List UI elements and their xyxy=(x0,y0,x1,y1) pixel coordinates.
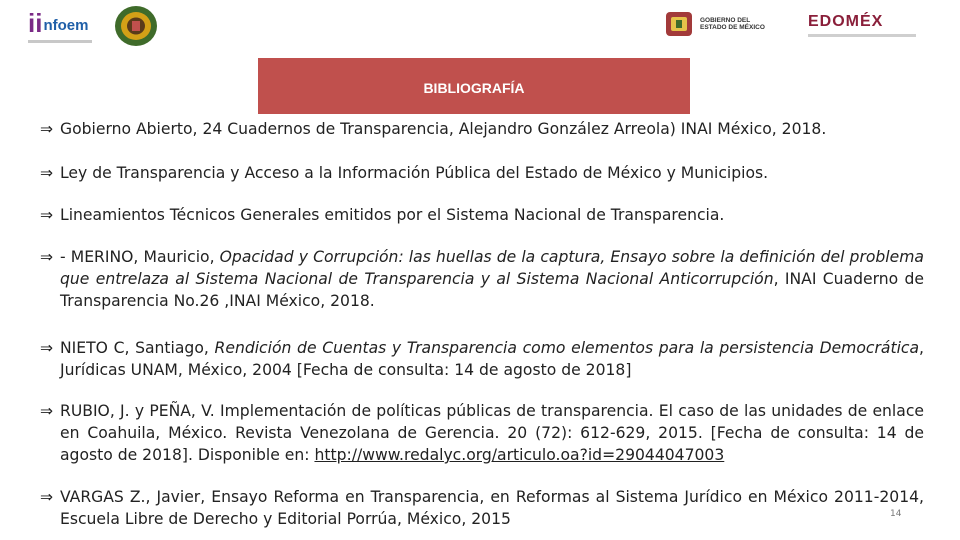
bibliography-item xyxy=(40,337,924,381)
page-title: BIBLIOGRAFÍA xyxy=(423,80,525,96)
infoem-logo xyxy=(28,10,88,36)
bibliography-item xyxy=(40,246,924,312)
bibliography-item xyxy=(40,118,924,140)
bibliography-text xyxy=(60,400,924,466)
infoem-logo-word: nfoem xyxy=(43,17,89,34)
infoem-logo-tagline xyxy=(28,40,92,43)
edomex-logo-tagline xyxy=(808,34,916,37)
arrow-bullet-icon: ⇒ xyxy=(40,402,54,420)
text-segment: RUBIO, J. y PEÑA, V. Implementación de políticas públicas de transparencia. El caso de las unidades de enlace en Coahuila, México. Revista Venezolana de Gerencia. 20 (72): 612-629, 2015. [Fecha de consulta: 14 de agosto de 2018]. Disponible en: xyxy=(60,402,924,464)
government-shield-icon xyxy=(664,10,694,38)
bibliography-text xyxy=(60,486,924,530)
gob-logo-line2: ESTADO DE MÉXICO xyxy=(700,24,765,31)
arrow-bullet-icon: ⇒ xyxy=(40,339,54,357)
text-segment: - MERINO, Mauricio, xyxy=(60,248,220,266)
text-segment: , Jurídicas UNAM, México, 2004 [Fecha de consulta: 14 de agosto de 2018] xyxy=(60,339,925,379)
edomex-logo-word: EDOMÉX xyxy=(808,13,884,30)
arrow-bullet-icon: ⇒ xyxy=(40,206,54,224)
edomex-logo xyxy=(808,14,916,37)
arrow-bullet-icon: ⇒ xyxy=(40,120,54,138)
infoem-logo-mark: ii xyxy=(28,8,43,38)
bibliography-text xyxy=(60,162,924,184)
bibliography-item xyxy=(40,486,924,530)
state-seal-icon xyxy=(113,4,159,48)
title-banner xyxy=(258,58,690,114)
bibliography-text xyxy=(60,118,924,140)
bibliography-item xyxy=(40,400,924,466)
gob-logo-line1: GOBIERNO DEL xyxy=(700,17,751,24)
page-number: 14 xyxy=(890,509,902,519)
gobierno-edomex-logo xyxy=(664,10,765,38)
arrow-bullet-icon: ⇒ xyxy=(40,164,54,182)
bibliography-item xyxy=(40,204,924,226)
arrow-bullet-icon: ⇒ xyxy=(40,488,54,506)
text-segment: Gobierno Abierto, 24 Cuadernos de Transparencia, Alejandro González Arreola) INAI México, 2018. xyxy=(60,120,827,138)
bibliography-text xyxy=(60,204,924,226)
text-segment: Lineamientos Técnicos Generales emitidos por el Sistema Nacional de Transparencia. xyxy=(60,206,725,224)
header-bar xyxy=(0,0,960,52)
text-segment: , INAI Cuaderno de Transparencia No.26 ,INAI México, 2018. xyxy=(60,270,924,310)
arrow-bullet-icon: ⇒ xyxy=(40,248,54,266)
text-segment: NIETO C, Santiago, xyxy=(60,339,215,357)
italic-title: Opacidad y Corrupción: las huellas de la captura, Ensayo sobre la definición del problema que entrelaza al Sistema Nacional de Transparencia y al Sistema Nacional Anticorrupción xyxy=(60,248,924,288)
bibliography-item xyxy=(40,162,924,184)
bibliography-text xyxy=(60,246,924,312)
reference-link[interactable]: http://www.redalyc.org/articulo.oa?id=29044047003 xyxy=(314,446,725,464)
text-segment: Ley de Transparencia y Acceso a la Información Pública del Estado de México y Municipios. xyxy=(60,164,769,182)
bibliography-text xyxy=(60,337,924,381)
italic-title: Rendición de Cuentas y Transparencia como elementos para la persistencia Democrática xyxy=(214,339,920,357)
text-segment: VARGAS Z., Javier, Ensayo Reforma en Transparencia, en Reformas al Sistema Jurídico en México 2011-2014, Escuela Libre de Derecho y Editorial Porrúa, México, 2015 xyxy=(60,488,924,528)
